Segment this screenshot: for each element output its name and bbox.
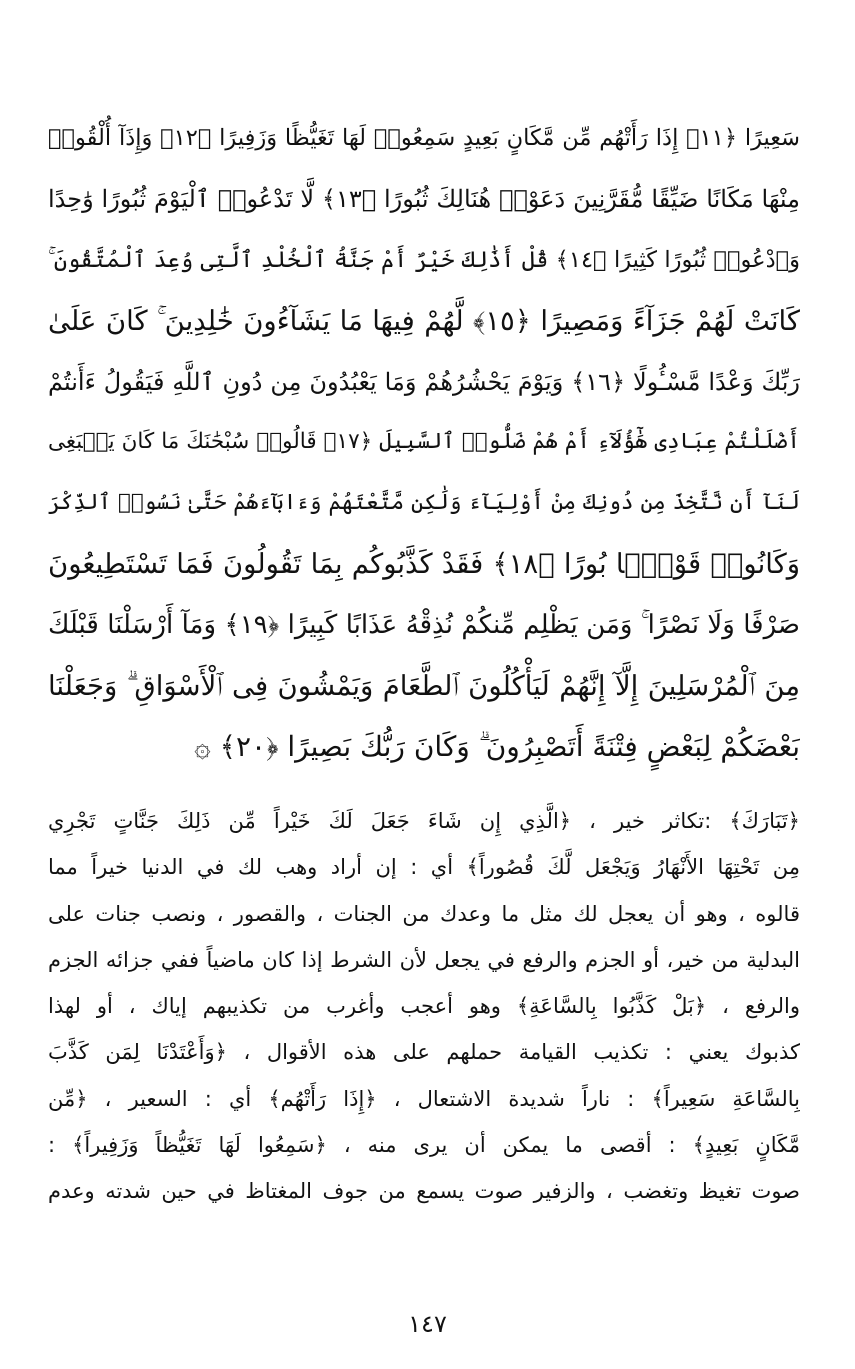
quran-verses [48, 108, 800, 778]
tafsir-line: بِالسَّاعَةِ سَعِيراً﴾ : ناراً شديدة الاشتعال ، ﴿إِذَا رَأَتْهُم﴾ أي : السعير ، ﴿مِّن [48, 1086, 800, 1111]
tafsir-line: مِن تَحْتِهَا الأَنْهَارُ وَيَجْعَل لَّكَ قُصُوراً﴾ أي : إن أراد وهب لك في الدنيا خيراً مما [48, 855, 800, 880]
verse-line: رَبِّكَ وَعْدًا مَّسْـُٔولًا ﴿١٦﴾ وَيَوْمَ يَحْشُرُهُمْ وَمَا يَعْبُدُونَ مِن دُونِ ٱللَّهِ فَيَقُولُ ءَأَنتُمْ [48, 367, 800, 396]
tafsir-line: والرفع ، ﴿بَلْ كَذَّبُوا بِالسَّاعَةِ﴾ وهو أعجب وأغرب من تكذيبهم إياك ، أو لهذا [48, 994, 800, 1019]
tafsir-line: مَّكَانٍ بَعِيدٍ﴾ : أقصى ما يمكن أن يرى منه ، ﴿سَمِعُوا لَهَا تَغَيُّظاً وَزَفِيراً﴾ : [48, 1133, 800, 1158]
verse-line: مِنْهَا مَكَانًا ضَيِّقًا مُّقَرَّنِينَ دَعَوْا۟ هُنَالِكَ ثُبُورًا ﴿١٣﴾ لَّا تَدْعُوا۟ ٱلْيَوْمَ ثُبُورًا وَٰحِدًا [48, 184, 800, 213]
verse-line: كَانَتْ لَهُمْ جَزَآءً وَمَصِيرًا ﴿١٥﴾ لَّهُمْ فِيهَا مَا يَشَآءُونَ خَٰلِدِينَ ۚ كَانَ عَلَىٰ [48, 304, 800, 337]
verse-line: بَعْضَكُمْ لِبَعْضٍ فِتْنَةً أَتَصْبِرُونَ ۗ وَكَانَ رَبُّكَ بَصِيرًا ﴿٢٠﴾ ۞ [194, 729, 800, 763]
tafsir-commentary [48, 798, 800, 1215]
tafsir-line: ﴿تَبَارَكَ﴾ :تكاثر خير ، ﴿الَّذِي إِن شَاءَ جَعَلَ لَكَ خَيْراً مِّن ذَلِكَ جَنَّاتٍ تَجْرِي [48, 809, 800, 833]
tafsir-line: كذبوك يعني : تكذيب القيامة حملهم على هذه الأقوال ، ﴿وَأَعْتَدْنَا لِمَن كَذَّبَ [48, 1040, 800, 1065]
verse-line: سَعِيرًا ﴿١١﴾ إِذَا رَأَتْهُم مِّن مَّكَانٍ بَعِيدٍ سَمِعُوا۟ لَهَا تَغَيُّظًا وَزَفِيرًا ﴿١٢﴾ وَإِذَآ أُلْقُوا۟ [48, 125, 800, 151]
verse-line: أَضْلَلْتُمْ عِبَادِى هَٰٓؤُلَآءِ أَمْ هُمْ ضَلُّوا۟ ٱلسَّبِيلَ ﴿١٧﴾ قَالُوا۟ سُبْحَٰنَكَ مَا كَانَ يَنۢبَغِى [48, 429, 800, 455]
verse-line: وَكَانُوا۟ قَوْمًۢا بُورًا ﴿١٨﴾ فَقَدْ كَذَّبُوكُم بِمَا تَقُولُونَ فَمَا تَسْتَطِيعُونَ [48, 548, 800, 581]
tafsir-line: البدلية من خير، أو الجزم والرفع في يجعل لأن الشرط إذا كان ماضياً ففي جزائه الجزم [48, 947, 800, 972]
verse-line: مِنَ ٱلْمُرْسَلِينَ إِلَّآ إِنَّهُمْ لَيَأْكُلُونَ ٱلطَّعَامَ وَيَمْشُونَ فِى ٱلْأَسْوَاقِ ۗ وَجَعَلْنَا [48, 670, 800, 703]
tafsir-line: قالوه ، وهو أن يعجل لك مثل ما وعدك من الجنات ، والقصور ، ونصب جنات على [48, 901, 800, 926]
verse-line: صَرْفًا وَلَا نَصْرًا ۚ وَمَن يَظْلِم مِّنكُمْ نُذِقْهُ عَذَابًا كَبِيرًا ﴿١٩﴾ وَمَآ أَرْسَلْنَا قَبْلَكَ [48, 610, 800, 641]
verse-line: وَٱدْعُوا۟ ثُبُورًا كَثِيرًا ﴿١٤﴾ قُلْ أَذَٰلِكَ خَيْرٌ أَمْ جَنَّةُ ٱلْخُلْدِ ٱلَّتِى وُعِدَ ٱلْمُتَّقُونَ ۚ [48, 246, 800, 273]
tafsir-line: صوت تغيظ وتغضب ، والزفير صوت يسمع من جوف المغتاظ في حين شدته وعدم [48, 1179, 800, 1204]
verse-line: لَنَآ أَن نَّتَّخِذَ مِن دُونِكَ مِنْ أَوْلِيَآءَ وَلَٰكِن مَّتَّعْتَهُمْ وَءَابَآءَهُمْ حَتَّىٰ نَسُوا۟ ٱلذِّكْرَ [48, 490, 800, 516]
page-number: ١٤٧ [408, 1310, 447, 1338]
